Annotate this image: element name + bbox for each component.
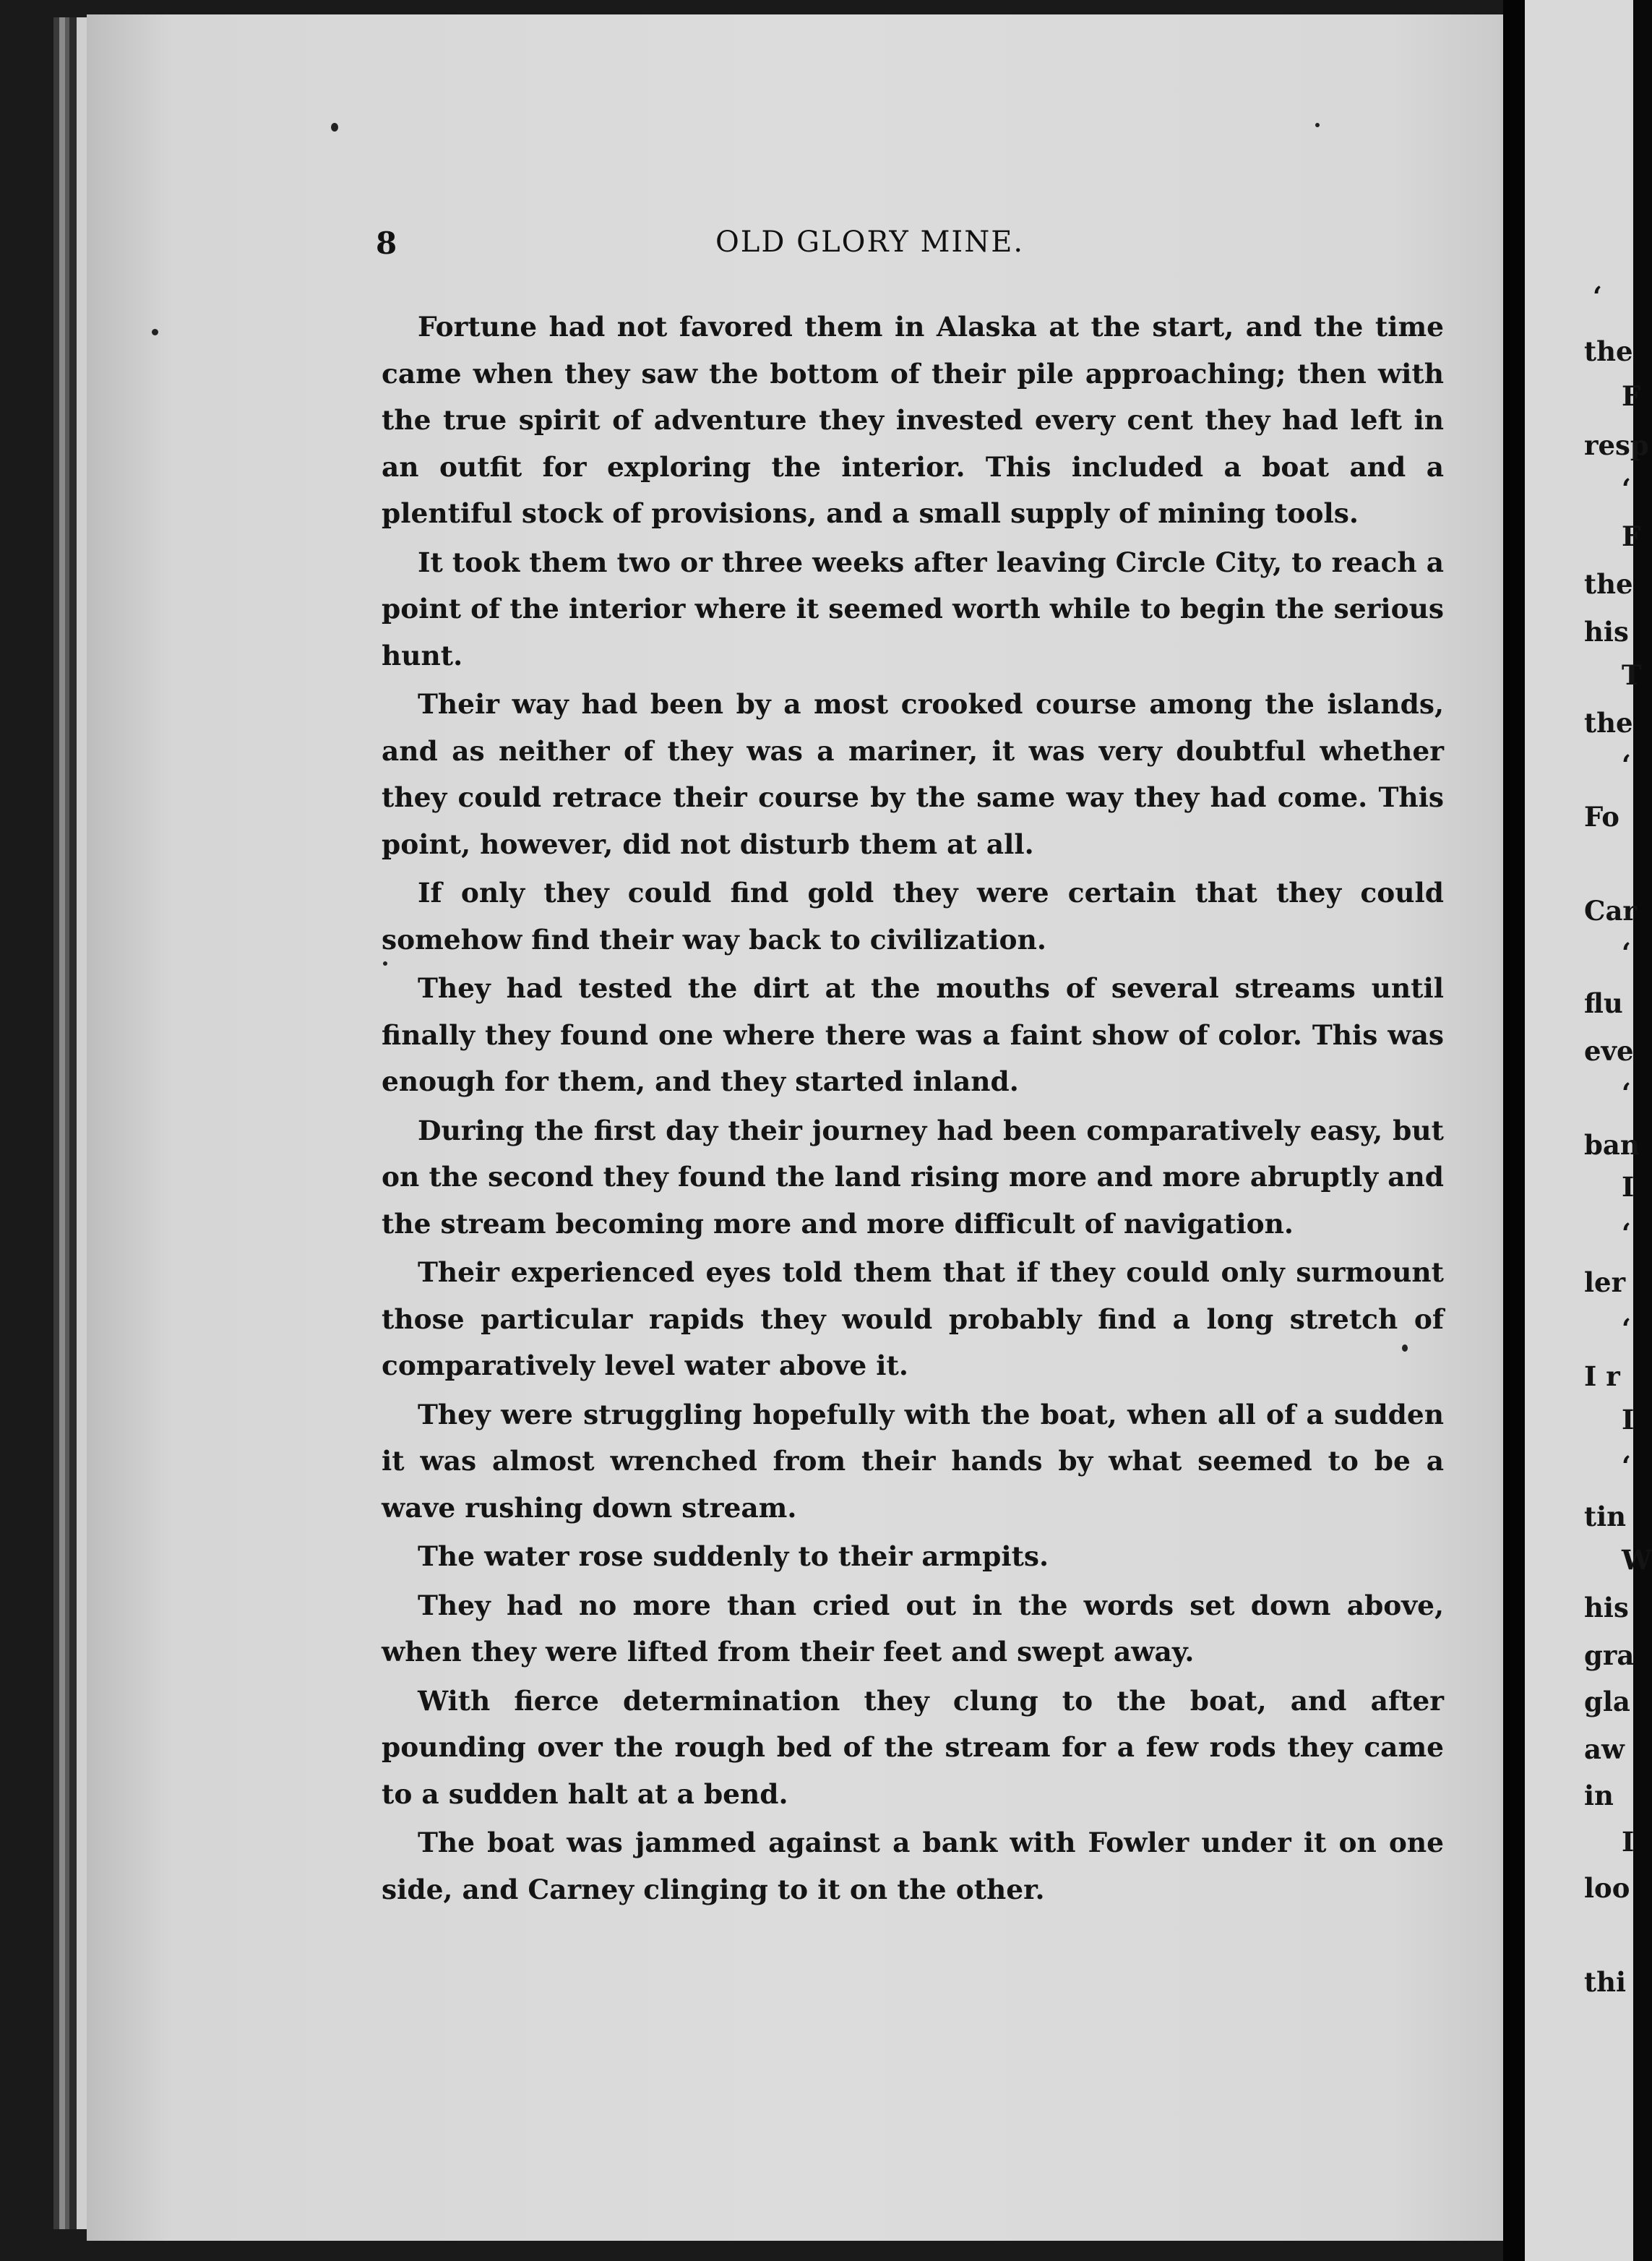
facing-page-fragment: aw: [1584, 1733, 1625, 1765]
facing-page-fragment: ‘: [1622, 749, 1631, 781]
facing-page-fragment: the: [1584, 568, 1633, 600]
facing-page-fragment: gla: [1584, 1686, 1630, 1717]
running-head: [376, 226, 1445, 262]
facing-page-fragment: ‘: [1622, 937, 1631, 969]
paragraph: The water rose suddenly to their armpits.: [418, 1540, 1049, 1572]
paragraph: During the first day their journey had been comparatively easy, but on the second they found the land rising more and more abruptly and the stream becoming more and more difficult of navigation.: [382, 1114, 1444, 1240]
facing-page-fragment: ‘: [1622, 473, 1631, 505]
paragraph: The boat was jammed against a bank with Fowler under it on one side, and Carney clinging to it on the other.: [382, 1827, 1444, 1905]
paragraph: They were struggling hopefully with the boat, when all of a sudden it was almost wrenched from their hands by what seemed to be a wave rushing down stream.: [382, 1398, 1444, 1524]
ink-speck: [1315, 123, 1320, 127]
facing-page-fragment: gra: [1584, 1639, 1635, 1671]
paragraph: If only they could find gold they were certain that they could somehow find their way back to civilization.: [382, 877, 1444, 956]
facing-page-fragment: Car: [1584, 895, 1637, 927]
facing-page-fragment: ‘: [1593, 280, 1602, 312]
ink-speck: [331, 123, 338, 132]
facing-page-fragment: flu: [1584, 987, 1623, 1019]
page-number: 8: [376, 226, 397, 261]
facing-page-fragment: T: [1622, 659, 1642, 691]
paragraph: Their experienced eyes told them that if they could only surmount those particular rapids they would probably find a long stretch of comparatively level water above it.: [382, 1256, 1444, 1381]
facing-page-fragment: I: [1622, 1171, 1635, 1203]
facing-page-fragment: ‘: [1622, 1313, 1631, 1344]
paragraph: Fortune had not favored them in Alaska at the start, and the time came when they saw the bottom of their pile approaching; then with the true spirit of adventure they invested every cent they had left in an outfit for exploring the interior. This included a boat and a plentiful stock of provisions, and a small supply of mining tools.: [382, 311, 1444, 529]
facing-page-fragment: loo: [1584, 1872, 1630, 1904]
paragraph: Their way had been by a most crooked course among the islands, and as neither of they was a mariner, it was very doubtful whether they could retrace their course by the same way they had come. This point, however, did not disturb them at all.: [382, 688, 1444, 860]
ink-speck: [152, 329, 158, 335]
paragraph: With fierce determination they clung to the boat, and after pounding over the rough bed of the stream for a few rods they came to a sudden halt at a bend.: [382, 1684, 1444, 1810]
facing-page-fragment: ler: [1584, 1266, 1626, 1298]
facing-page-fragment: ‘: [1622, 1077, 1631, 1109]
facing-page-fragment: in: [1584, 1780, 1614, 1811]
facing-page-fragment: ban: [1584, 1129, 1640, 1161]
book-title-header: OLD GLORY MINE.: [715, 226, 1025, 259]
facing-page-fragment: I: [1622, 1826, 1635, 1858]
paragraph: They had tested the dirt at the mouths of several streams until finally they found one where there was a faint show of color. This was enough for them, and they started inland.: [382, 972, 1444, 1097]
facing-page-fragment: the: [1584, 707, 1633, 739]
paragraph: They had no more than cried out in the words set down above, when they were lifted from their feet and swept away.: [382, 1589, 1444, 1668]
body-text: [382, 304, 1444, 1913]
facing-page-fragment: Fo: [1584, 801, 1619, 833]
facing-page-fragment: F: [1622, 520, 1641, 552]
facing-page-fragment: the: [1584, 335, 1633, 367]
facing-page-fragment: ‘: [1622, 1450, 1631, 1482]
facing-page-fragment: I r: [1584, 1360, 1620, 1392]
paragraph: It took them two or three weeks after leaving Circle City, to reach a point of the interior where it seemed worth while to begin the serious hunt.: [382, 546, 1444, 672]
facing-page-fragment: eve: [1584, 1035, 1634, 1067]
facing-page-fragment: I: [1622, 1404, 1635, 1436]
facing-page-fragment: his: [1584, 616, 1629, 648]
facing-page-fragment: W: [1622, 1544, 1652, 1576]
facing-page-fragment: tin: [1584, 1501, 1627, 1532]
book-gutter: [1503, 0, 1525, 2261]
facing-page-fragment: resp: [1584, 429, 1649, 461]
facing-page: [1525, 0, 1652, 2261]
facing-page-fragment: ‘: [1622, 1217, 1631, 1249]
facing-page-fragment: F: [1622, 380, 1641, 412]
facing-page-fragment: thi: [1584, 1966, 1627, 1998]
facing-page-fragment: his: [1584, 1592, 1629, 1623]
